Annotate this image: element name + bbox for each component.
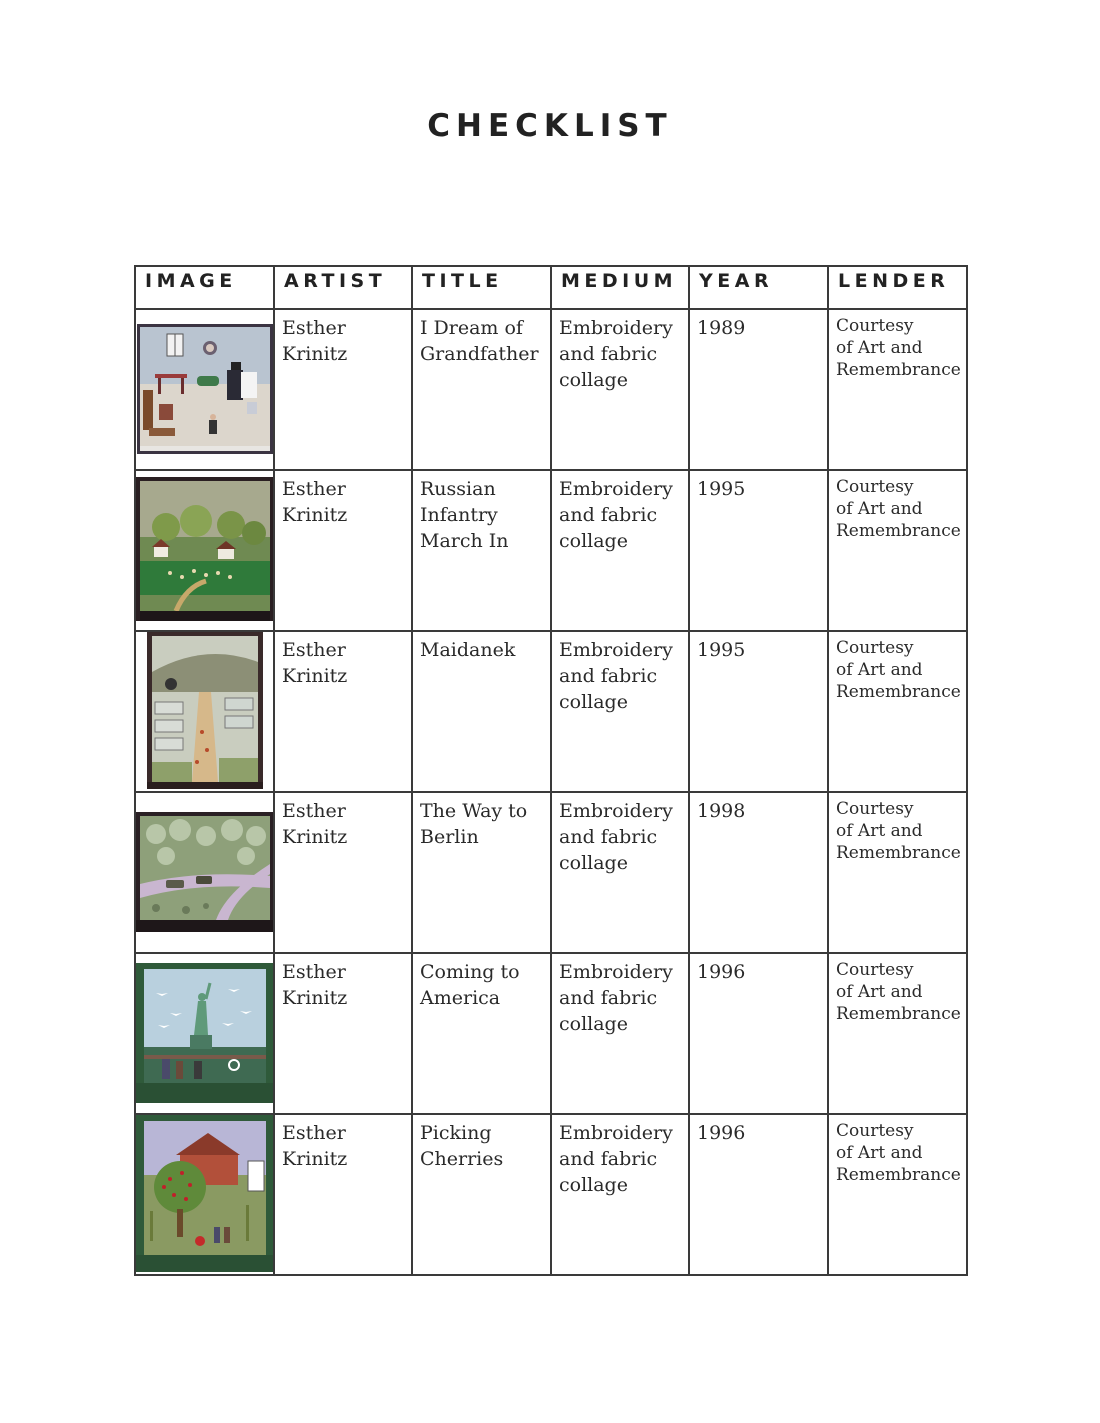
grandfather-room-embroidery-icon — [137, 324, 273, 454]
artwork-title: The Way to Berlin — [420, 800, 528, 848]
title-cell — [412, 309, 551, 470]
artwork-medium: Embroidery and fabric collage — [559, 317, 673, 391]
artwork-year: 1995 — [697, 639, 746, 661]
column-header-image: IMAGE — [135, 266, 274, 309]
medium-cell — [551, 470, 689, 631]
year-cell — [689, 953, 828, 1114]
column-header-lender: LENDER — [828, 266, 967, 309]
medium-cell — [551, 631, 689, 792]
table-row — [135, 631, 967, 792]
camp-barracks-embroidery-icon — [147, 632, 263, 789]
lender-cell — [828, 631, 967, 792]
infantry-village-embroidery-icon — [136, 477, 274, 621]
lender-text: Courtesy of Art and Remembrance — [836, 960, 961, 1024]
checklist-table — [134, 265, 968, 1276]
column-header-artist: ARTIST — [274, 266, 412, 309]
medium-cell — [551, 792, 689, 953]
artwork-title: Picking Cherries — [420, 1122, 504, 1170]
year-cell — [689, 631, 828, 792]
column-header-year: YEAR — [689, 266, 828, 309]
artist-cell — [274, 953, 412, 1114]
artwork-year: 1995 — [697, 478, 746, 500]
table-row — [135, 792, 967, 953]
artwork-title: Maidanek — [420, 639, 516, 661]
artist-name: Esther Krinitz — [282, 639, 348, 687]
lender-cell — [828, 953, 967, 1114]
artwork-medium: Embroidery and fabric collage — [559, 1122, 673, 1196]
table-row — [135, 953, 967, 1114]
table-header-row — [135, 266, 967, 309]
lender-text: Courtesy of Art and Remembrance — [836, 477, 961, 541]
lender-cell — [828, 1114, 967, 1275]
cherry-tree-embroidery-icon — [136, 1115, 274, 1272]
title-cell — [412, 1114, 551, 1275]
title-cell — [412, 470, 551, 631]
artist-cell — [274, 309, 412, 470]
artist-name: Esther Krinitz — [282, 317, 348, 365]
artist-cell — [274, 792, 412, 953]
table-row — [135, 1114, 967, 1275]
artwork-medium: Embroidery and fabric collage — [559, 800, 673, 874]
column-header-medium: MEDIUM — [551, 266, 689, 309]
artwork-title: Coming to America — [420, 961, 520, 1009]
artist-cell — [274, 631, 412, 792]
artwork-year: 1989 — [697, 317, 746, 339]
statue-of-liberty-embroidery-icon — [136, 963, 274, 1103]
page-title: CHECKLIST — [427, 108, 673, 144]
table-row — [135, 309, 967, 470]
year-cell — [689, 470, 828, 631]
artist-name: Esther Krinitz — [282, 478, 348, 526]
lender-text: Courtesy of Art and Remembrance — [836, 1121, 961, 1185]
year-cell — [689, 1114, 828, 1275]
lender-cell — [828, 309, 967, 470]
medium-cell — [551, 1114, 689, 1275]
artwork-medium: Embroidery and fabric collage — [559, 961, 673, 1035]
artwork-image-cell — [135, 470, 274, 631]
lender-text: Courtesy of Art and Remembrance — [836, 316, 961, 380]
artist-cell — [274, 470, 412, 631]
artwork-medium: Embroidery and fabric collage — [559, 639, 673, 713]
lender-text: Courtesy of Art and Remembrance — [836, 799, 961, 863]
artwork-image-cell — [135, 1114, 274, 1275]
lender-text: Courtesy of Art and Remembrance — [836, 638, 961, 702]
artwork-image-cell — [135, 309, 274, 470]
title-cell — [412, 953, 551, 1114]
table-row — [135, 470, 967, 631]
medium-cell — [551, 953, 689, 1114]
artwork-image-cell — [135, 792, 274, 953]
year-cell — [689, 792, 828, 953]
road-forest-embroidery-icon — [136, 812, 274, 932]
title-cell — [412, 631, 551, 792]
artist-name: Esther Krinitz — [282, 1122, 348, 1170]
column-header-title: TITLE — [412, 266, 551, 309]
artist-cell — [274, 1114, 412, 1275]
artwork-title: I Dream of Grandfather — [420, 317, 539, 365]
artwork-image-cell — [135, 631, 274, 792]
artwork-medium: Embroidery and fabric collage — [559, 478, 673, 552]
artwork-year: 1996 — [697, 1122, 746, 1144]
artwork-title: Russian Infantry March In — [420, 478, 509, 552]
artist-name: Esther Krinitz — [282, 800, 348, 848]
lender-cell — [828, 792, 967, 953]
title-cell — [412, 792, 551, 953]
artist-name: Esther Krinitz — [282, 961, 348, 1009]
medium-cell — [551, 309, 689, 470]
year-cell — [689, 309, 828, 470]
artwork-year: 1998 — [697, 800, 746, 822]
artwork-year: 1996 — [697, 961, 746, 983]
artwork-image-cell — [135, 953, 274, 1114]
lender-cell — [828, 470, 967, 631]
